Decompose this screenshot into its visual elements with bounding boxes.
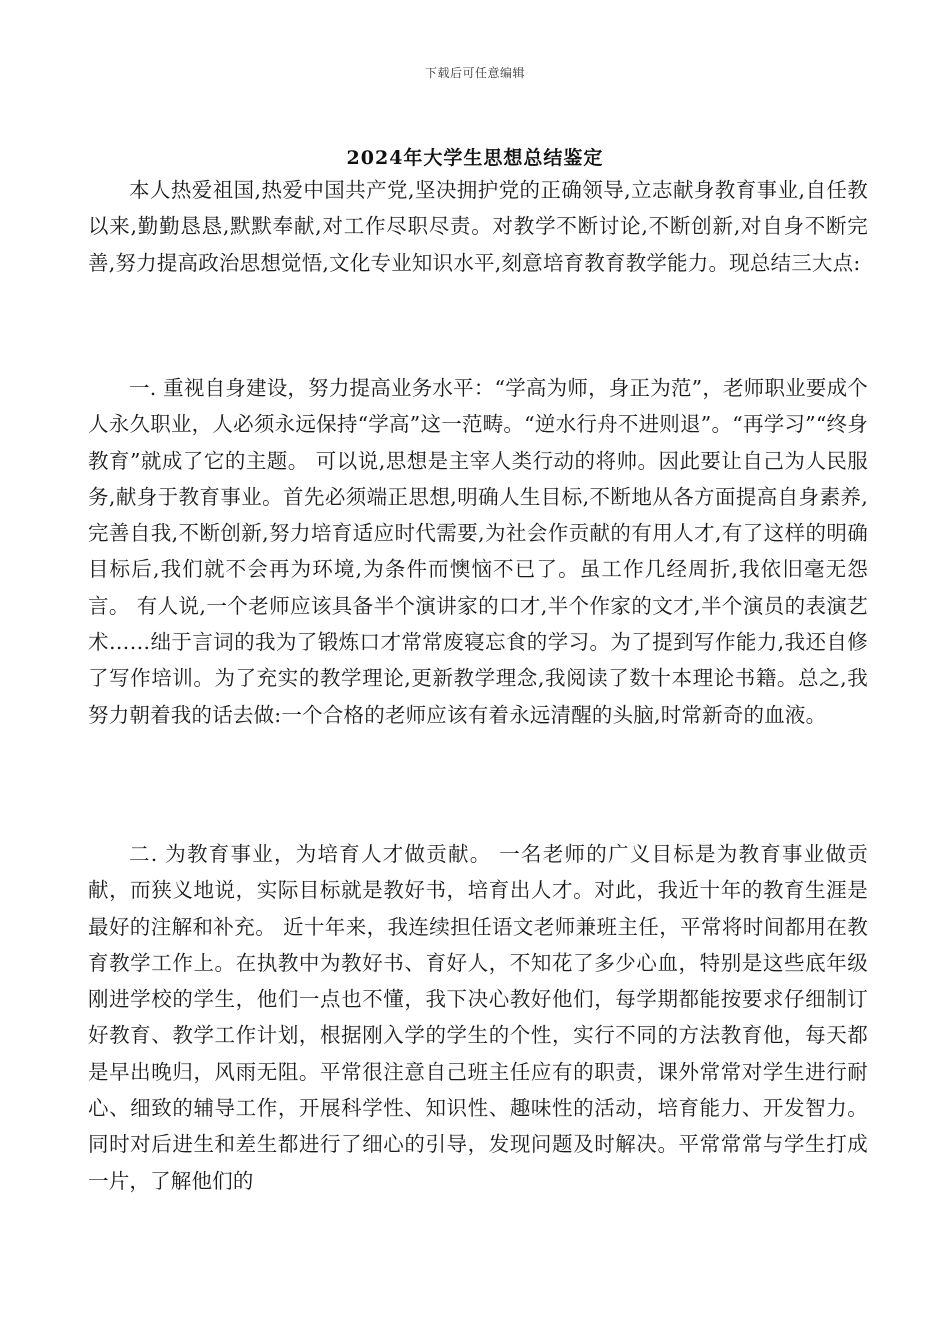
document-title: 2024年大学生思想总结鉴定: [346, 147, 604, 169]
paragraph-point-one: 一. 重视自身建设，努力提高业务水平：“学高为师，身正为范”，老师职业要成个人永久职业，人必须永远保持“学高”这一范畴。“逆水行舟不进则退”。“再学习”“终身教育”就成了它的主题。 可以说,思想是主宰人类行动的将帅。因此要让自己为人民服务,献身于教育事业。首先必须端正思想,明确人生目标,不断地从各方面提高自身素养,完善自我,不断创新,努力培育适应时代需要,为社会作贡献的有用人才,有了这样的明确目标后,我们就不会再为环境,为条件而懊恼不已了。虽工作几经周折,我依旧毫无怨言。 有人说,一个老师应该具备半个演讲家的口才,半个作家的文才,半个演员的表演艺术……绌于言词的我为了锻炼口才常常废寝忘食的学习。为了提到写作能力,我还自修了写作培训。为了充实的教学理论,更新教学理念,我阅读了数十本理论书籍。总之,我努力朝着我的话去做:一个合格的老师应该有着永远清醒的头脑,时常新奇的血液。: [88, 376, 868, 727]
paragraph-point-two: 二. 为教育事业，为培育人才做贡献。 一名老师的广义目标是为教育事业做贡献，而狭义地说，实际目标就是教好书，培育出人才。对此，我近十年的教育生涯是最好的注解和补充。 近十年来，我连续担任语文老师兼班主任，平常将时间都用在教育教学工作上。在执教中为教好书、育好人，不知花了多少心血，特别是这些底年级刚进学校的学生，他们一点也不懂，我下决心教好他们，每学期都能按要求仔细制订好教育、教学工作计划，根据刚入学的学生的个性，实行不同的方法教育他，每天都是早出晚归，风雨无阻。平常很注意自己班主任应有的职责，课外常常对学生进行耐心、细致的辅导工作，开展科学性、知识性、趣味性的活动，培育能力、开发智力。同时对后进生和差生都进行了细心的引导，发现问题及时解决。平常常常与学生打成一片，了解他们的: [88, 842, 868, 1193]
header-note: 下载后可任意编辑: [424, 66, 525, 80]
paragraph-intro: 本人热爱祖国,热爱中国共产党,坚决拥护党的正确领导,立志献身教育事业,自任教以来,勤勤恳恳,默默奉献,对工作尽职尽责。对教学不断讨论,不断创新,对自身不断完善,努力提高政治思想觉悟,文化专业知识水平,刻意培育教育教学能力。现总结三大点:: [88, 178, 868, 275]
